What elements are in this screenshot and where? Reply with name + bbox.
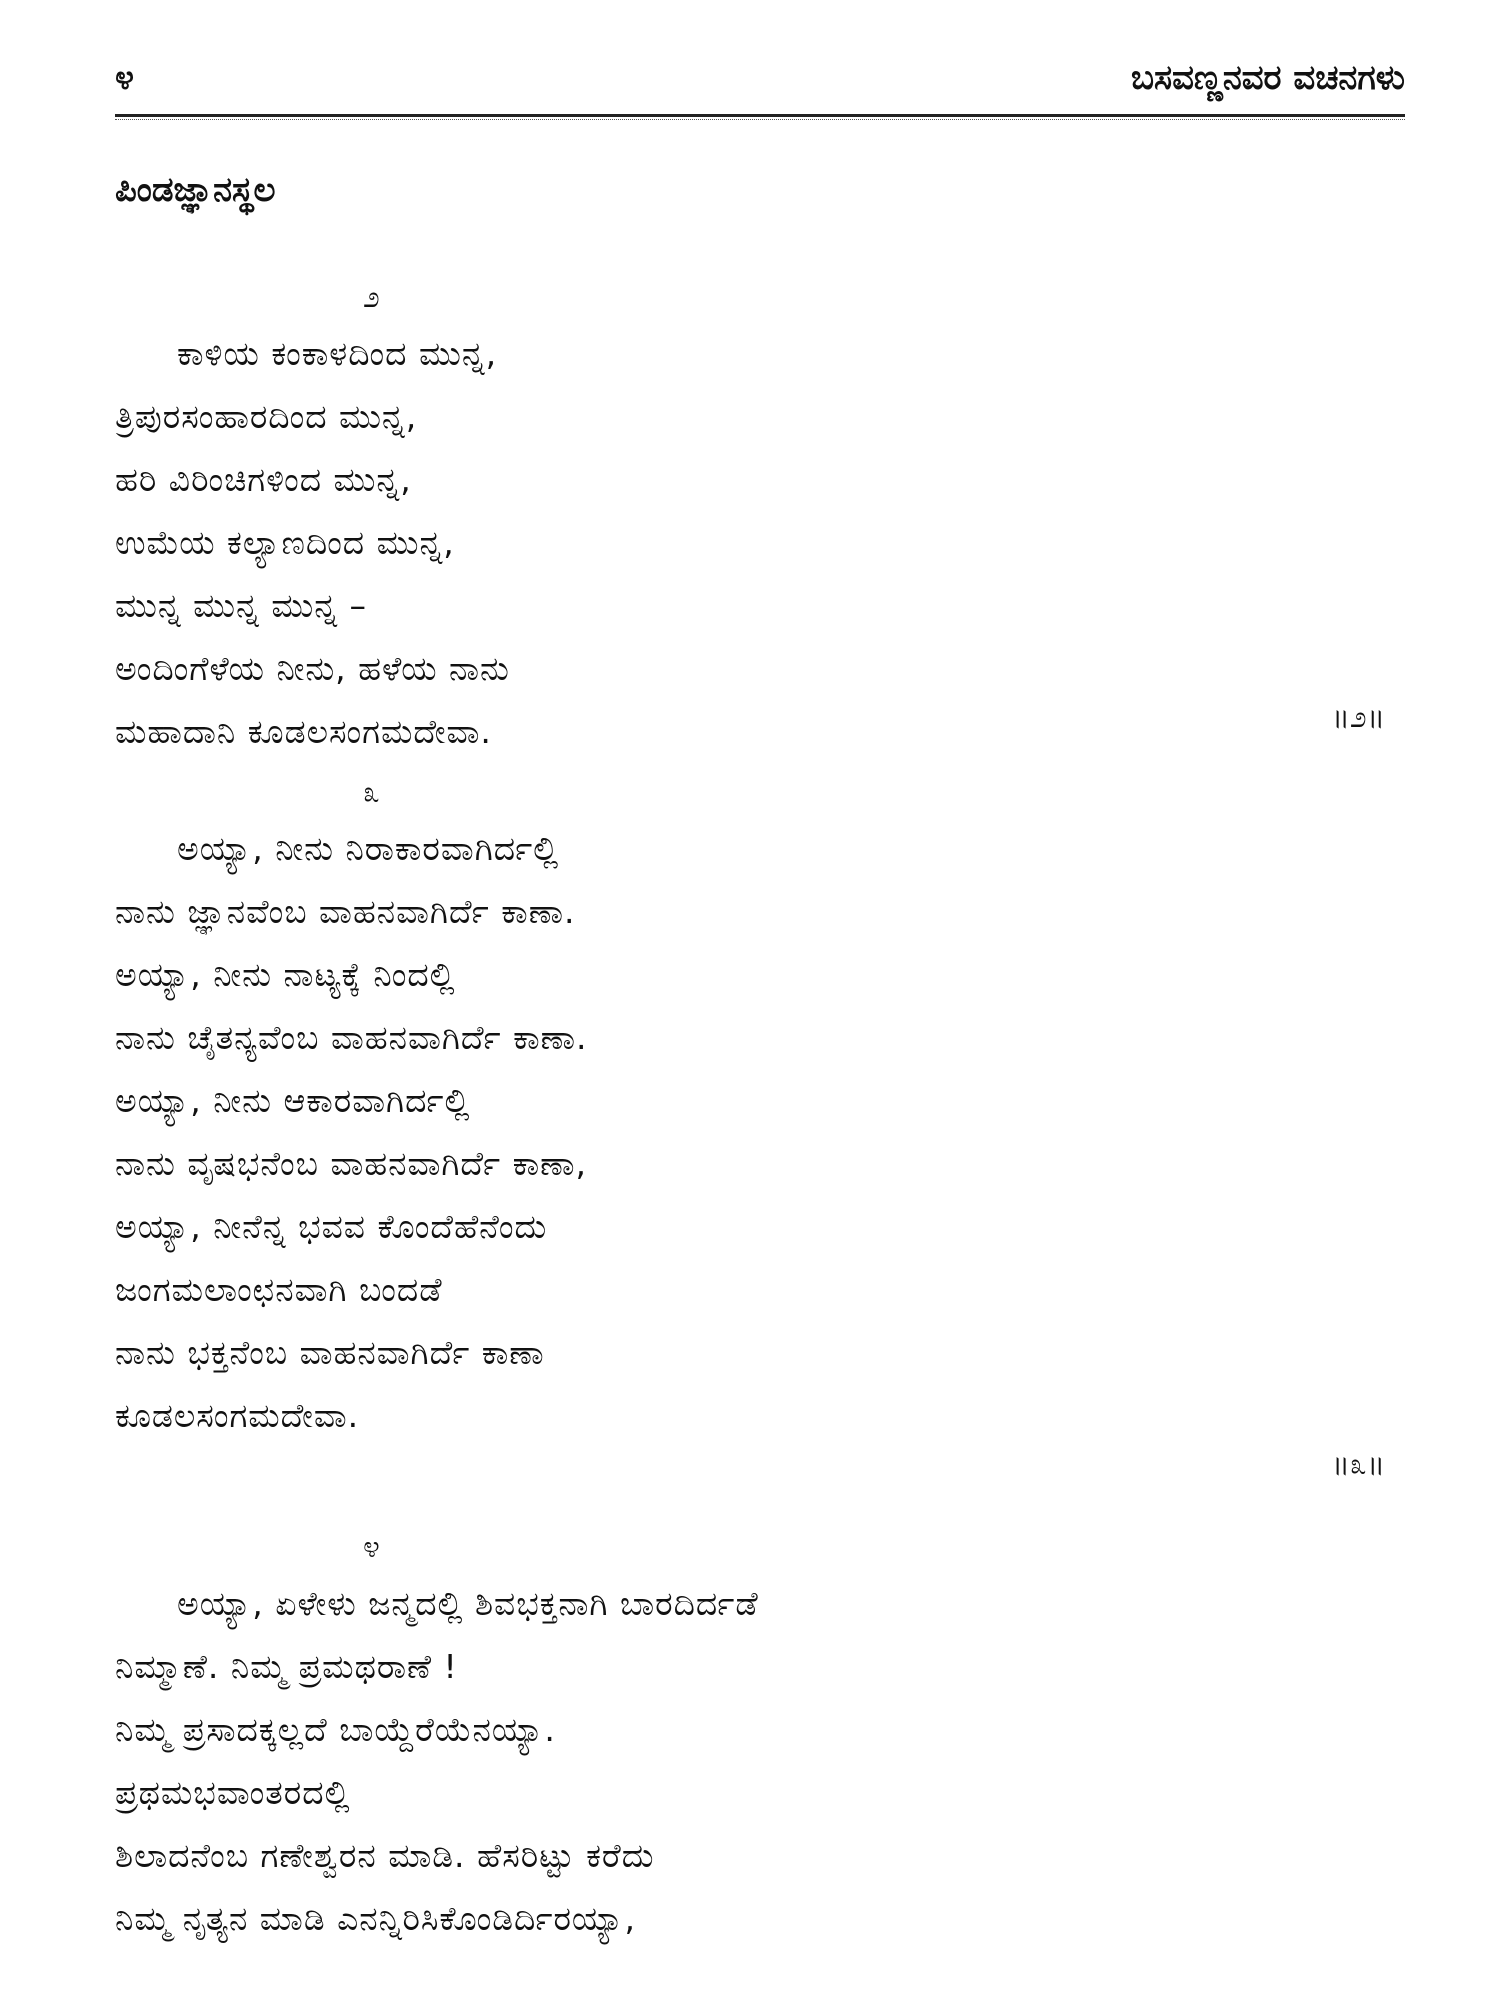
header-divider: [115, 114, 1405, 117]
verse-line: ನಾನು ಚೈತನ್ಯವೆಂಬ ವಾಹನವಾಗಿರ್ದೆ ಕಾಣಾ.: [115, 1018, 588, 1057]
verse-line: ಕಾಳಿಯ ಕಂಕಾಳದಿಂದ ಮುನ್ನ,: [177, 334, 498, 373]
verse-line: ಉಮೆಯ ಕಲ್ಯಾಣದಿಂದ ಮುನ್ನ,: [115, 523, 455, 562]
verse-end-mark: ॥೨॥: [1331, 700, 1385, 735]
running-title: ಬಸವಣ್ಣನವರ ವಚನಗಳು: [1131, 58, 1405, 98]
verse-line: ಮಹಾದಾನಿ ಕೂಡಲಸಂಗಮದೇವಾ.: [115, 712, 492, 751]
section-heading: ಪಿಂಡಜ್ಞಾನಸ್ಥಲ: [115, 170, 276, 210]
verse-line: ನಿಮ್ಮ ಪ್ರಸಾದಕ್ಕಲ್ಲದೆ ಬಾಯ್ದೆರೆಯೆನಯ್ಯಾ.: [115, 1710, 556, 1749]
vachana-number: ೨: [363, 280, 380, 315]
page-number: ೪: [115, 58, 135, 98]
vachana-number: ೩: [363, 775, 380, 810]
verse-line: ಅಯ್ಯಾ, ನೀನು ನಿರಾಕಾರವಾಗಿರ್ದಲ್ಲಿ: [177, 829, 560, 868]
verse-line: ಜಂಗಮಲಾಂಛನವಾಗಿ ಬಂದಡೆ: [115, 1270, 443, 1309]
verse-line: ಶಿಲಾದನೆಂಬ ಗಣೇಶ್ವರನ ಮಾಡಿ. ಹೆಸರಿಟ್ಟು ಕರೆದು: [115, 1836, 655, 1875]
page-header: [115, 58, 1405, 118]
verse-line: ಮುನ್ನ ಮುನ್ನ ಮುನ್ನ –: [115, 586, 368, 625]
verse-line: ಅಯ್ಯಾ, ಏಳೇಳು ಜನ್ಮದಲ್ಲಿ ಶಿವಭಕ್ತನಾಗಿ ಬಾರದಿರ್ದಡೆ: [177, 1584, 759, 1623]
verse-line: ನಾನು ಭಕ್ತನೆಂಬ ವಾಹನವಾಗಿರ್ದೆ ಕಾಣಾ: [115, 1333, 545, 1372]
verse-lines: [115, 1572, 1405, 1950]
verse-line: ಅಯ್ಯಾ, ನೀನೆನ್ನ ಭವವ ಕೊಂದೆಹೆನೆಂದು: [115, 1207, 548, 1246]
verse-end-mark: ॥೩॥: [1331, 1447, 1385, 1482]
verse-line: ತ್ರಿಪುರಸಂಹಾರದಿಂದ ಮುನ್ನ,: [115, 397, 418, 436]
verse-line: ಅಯ್ಯಾ, ನೀನು ನಾಟ್ಯಕ್ಕೆ ನಿಂದಲ್ಲಿ: [115, 955, 456, 994]
verse-line: ಹರಿ ವಿರಿಂಚಿಗಳಿಂದ ಮುನ್ನ,: [115, 460, 412, 499]
verse-line: ಅಂದಿಂಗೆಳೆಯ ನೀನು, ಹಳೆಯ ನಾನು: [115, 649, 510, 688]
verse-lines: [115, 817, 1405, 1447]
verse-line: ಕೂಡಲಸಂಗಮದೇವಾ.: [115, 1396, 360, 1435]
verse-line: ನಿಮ್ಮ ನೃತ್ಯನ ಮಾಡಿ ಎನನ್ನಿರಿಸಿಕೊಂಡಿರ್ದಿರಯ್ಯಾ,: [115, 1899, 636, 1938]
verse-line: ನಿಮ್ಮಾಣೆ. ನಿಮ್ಮ ಪ್ರಮಥರಾಣೆ !: [115, 1647, 458, 1686]
verse-lines: [115, 322, 1405, 763]
verse-line: ನಾನು ವೃಷಭನೆಂಬ ವಾಹನವಾಗಿರ್ದೆ ಕಾಣಾ,: [115, 1144, 587, 1183]
verse-line: ನಾನು ಜ್ಞಾನವೆಂಬ ವಾಹನವಾಗಿರ್ದೆ ಕಾಣಾ.: [115, 892, 576, 931]
vachana-number: ೪: [363, 1530, 380, 1565]
verse-line: ಅಯ್ಯಾ, ನೀನು ಆಕಾರವಾಗಿರ್ದಲ್ಲಿ: [115, 1081, 471, 1120]
verse-line: ಪ್ರಥಮಭವಾಂತರದಲ್ಲಿ: [115, 1773, 351, 1812]
